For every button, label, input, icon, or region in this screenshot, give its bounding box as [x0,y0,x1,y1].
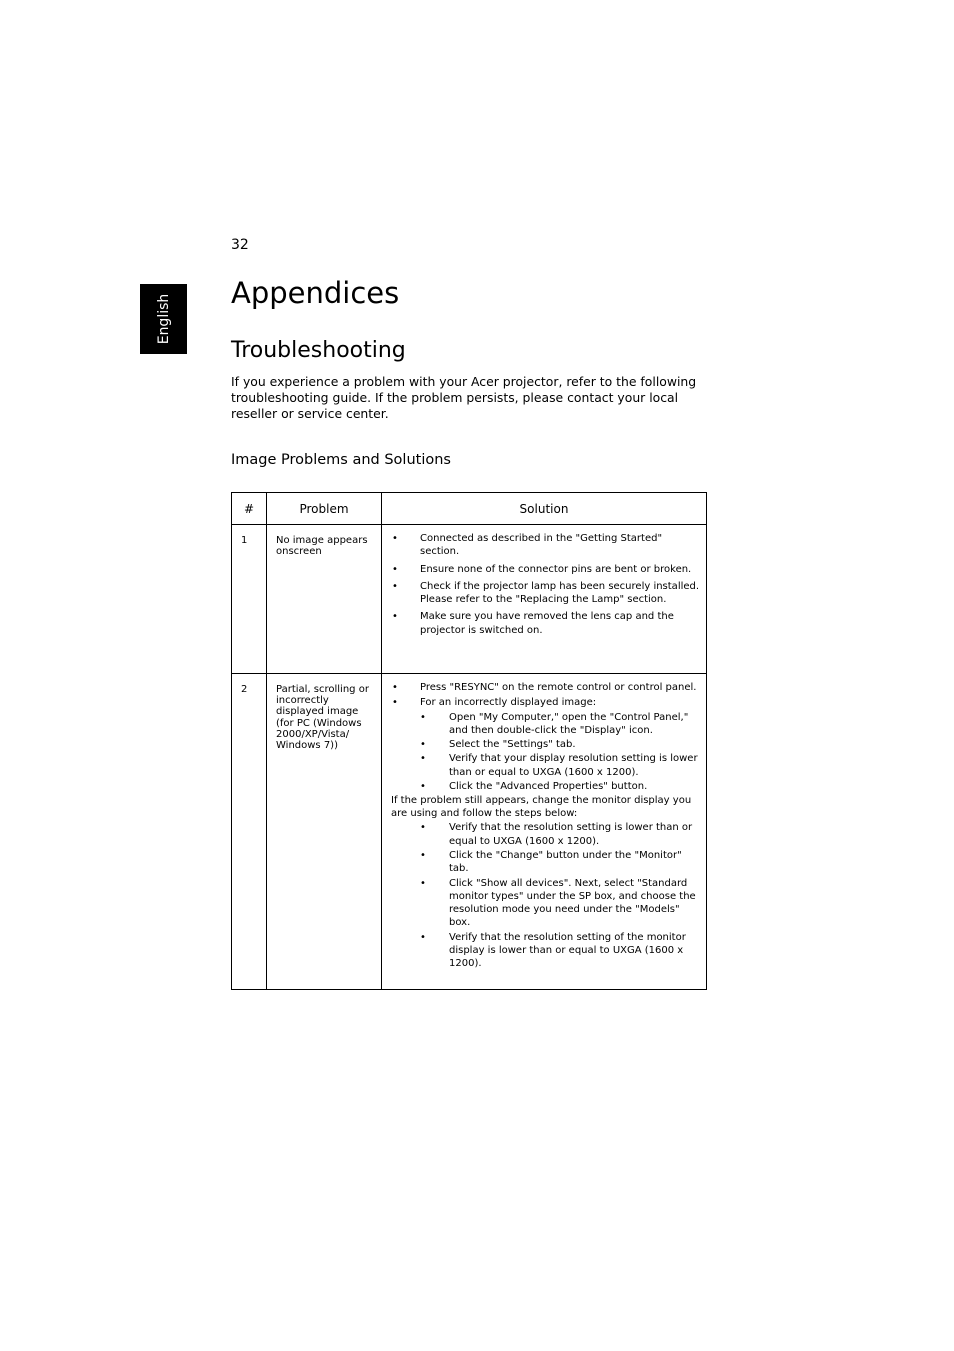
chapter-title: Appendices [231,276,400,310]
list-item-text: For an incorrectly displayed image: [420,697,597,709]
header-num: # [232,493,267,525]
solution-list [391,532,700,637]
sub-list-item: • Open "My Computer," open the "Control Panel," and then double-click the "Display" icon. [420,711,700,738]
sub-list-item: • Click the "Change" button under the "Monitor" tab. [420,849,700,876]
list-item-text: Press "RESYNC" on the remote control or control panel. [420,682,697,693]
solution-list [391,681,700,793]
sub-list-item: • Verify that the resolution setting is lower than or equal to UXGA (1600 x 1200). [420,821,700,848]
language-tab [140,284,187,354]
language-tab-label: English [155,293,172,345]
list-item [391,681,700,694]
section-title: Troubleshooting [231,338,406,363]
page-number: 32 [231,237,249,253]
list-item: • Connected as described in the "Getting Started" section. [391,532,700,559]
row-number: 2 [232,674,267,990]
subsection-title: Image Problems and Solutions [231,452,451,468]
sub-list-item: • Verify that the resolution setting of the monitor display is lower than or equal to UXGA (1600 x 1200). [420,931,700,971]
header-problem: Problem [267,493,382,525]
follow-up-note: If the problem still appears, change the monitor display you are using and follow the steps below: [391,795,692,819]
problem-cell: No image appears onscreen [267,525,382,674]
solution-cell [382,525,707,674]
sub-list-item: • Click the "Advanced Properties" button. [420,780,700,793]
sub-list-item: • Verify that your display resolution setting is lower than or equal to UXGA (1600 x 1200). [420,752,700,779]
list-item: • Check if the projector lamp has been securely installed. Please refer to the "Replacing the Lamp" section. [391,580,700,607]
sub-list-item: • Select the "Settings" tab. [420,738,700,751]
table-header-row [232,493,707,525]
intro-paragraph: If you experience a problem with your Acer projector, refer to the following troubleshooting guide. If the problem persists, please contact your local reseller or service center. [231,374,697,421]
list-item: • Ensure none of the connector pins are bent or broken. [391,563,700,576]
sub-list [420,821,700,970]
solution-cell [382,674,707,990]
list-item: • Make sure you have removed the lens cap and the projector is switched on. [391,610,700,637]
table-row [232,525,707,674]
row-number: 1 [232,525,267,674]
list-item [391,696,700,793]
sub-list [420,711,700,794]
header-solution: Solution [382,493,707,525]
troubleshooting-table [231,492,707,990]
table-row [232,674,707,990]
sub-list-item: • Click "Show all devices". Next, select "Standard monitor types" under the SP box, and choose the resolution mode you need under the "Models" box. [420,877,700,930]
problem-cell: Partial, scrolling or incorrectly displayed image (for PC (Windows 2000/XP/Vista/ Windows 7)) [267,674,382,990]
